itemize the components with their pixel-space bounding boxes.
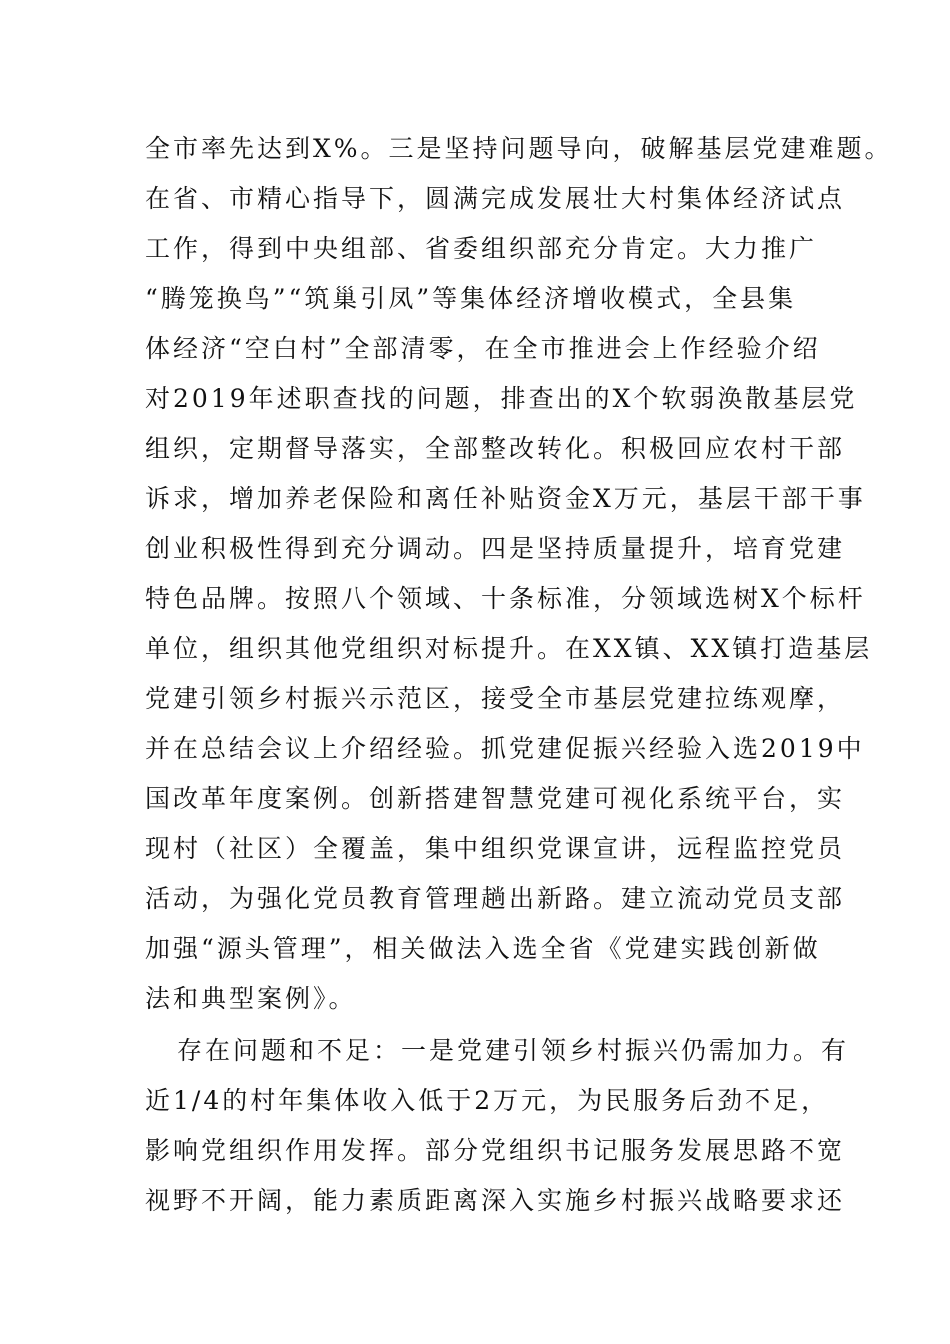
text-line: 组织，定期督导落实，全部整改转化。积极回应农村干部 — [145, 434, 846, 463]
text-line: 特色品牌。按照八个领域、十条标准，分领域选树X个标杆 — [145, 584, 866, 613]
text-line: 工作，得到中央组部、省委组织部充分肯定。大力推广 — [145, 234, 818, 263]
text-line: 近1/4的村年集体收入低于2万元，为民服务后劲不足， — [145, 1086, 830, 1115]
text-line: 对2019年述职查找的问题，排查出的X个软弱涣散基层党 — [145, 384, 858, 413]
text-line: 活动，为强化党员教育管理趟出新路。建立流动党员支部 — [145, 884, 846, 913]
text-line: 视野不开阔，能力素质距离深入实施乡村振兴战略要求还 — [145, 1186, 846, 1215]
text-line: 在省、市精心指导下，圆满完成发展壮大村集体经济试点 — [145, 184, 846, 213]
text-line: 体经济“空白村”全部清零，在全市推进会上作经验介绍 — [145, 334, 821, 363]
paragraph-first-line: 存在问题和不足：一是党建引领乡村振兴仍需加力。有 — [177, 1036, 850, 1065]
text-line: 现村（社区）全覆盖，集中组织党课宣讲，远程监控党员 — [145, 834, 846, 863]
text-line: 全市率先达到X%。三是坚持问题导向，破解基层党建难题。 — [145, 134, 893, 163]
text-line: 并在总结会议上介绍经验。抓党建促振兴经验入选2019中 — [145, 734, 865, 763]
text-line: 单位，组织其他党组织对标提升。在XX镇、XX镇打造基层 — [145, 634, 873, 663]
text-line: 党建引领乡村振兴示范区，接受全市基层党建拉练观摩， — [145, 684, 846, 713]
text-line: “腾笼换鸟”“筑巢引凤”等集体经济增收模式，全县集 — [145, 284, 797, 313]
text-line: 国改革年度案例。创新搭建智慧党建可视化系统平台，实 — [145, 784, 846, 813]
text-line: 诉求，增加养老保险和离任补贴资金X万元，基层干部干事 — [145, 484, 866, 513]
text-line: 创业积极性得到充分调动。四是坚持质量提升，培育党建 — [145, 534, 846, 563]
text-line: 影响党组织作用发挥。部分党组织书记服务发展思路不宽 — [145, 1136, 846, 1165]
text-line: 加强“源头管理”，相关做法入选全省《党建实践创新做 — [145, 934, 821, 963]
text-line: 法和典型案例》。 — [145, 984, 357, 1013]
